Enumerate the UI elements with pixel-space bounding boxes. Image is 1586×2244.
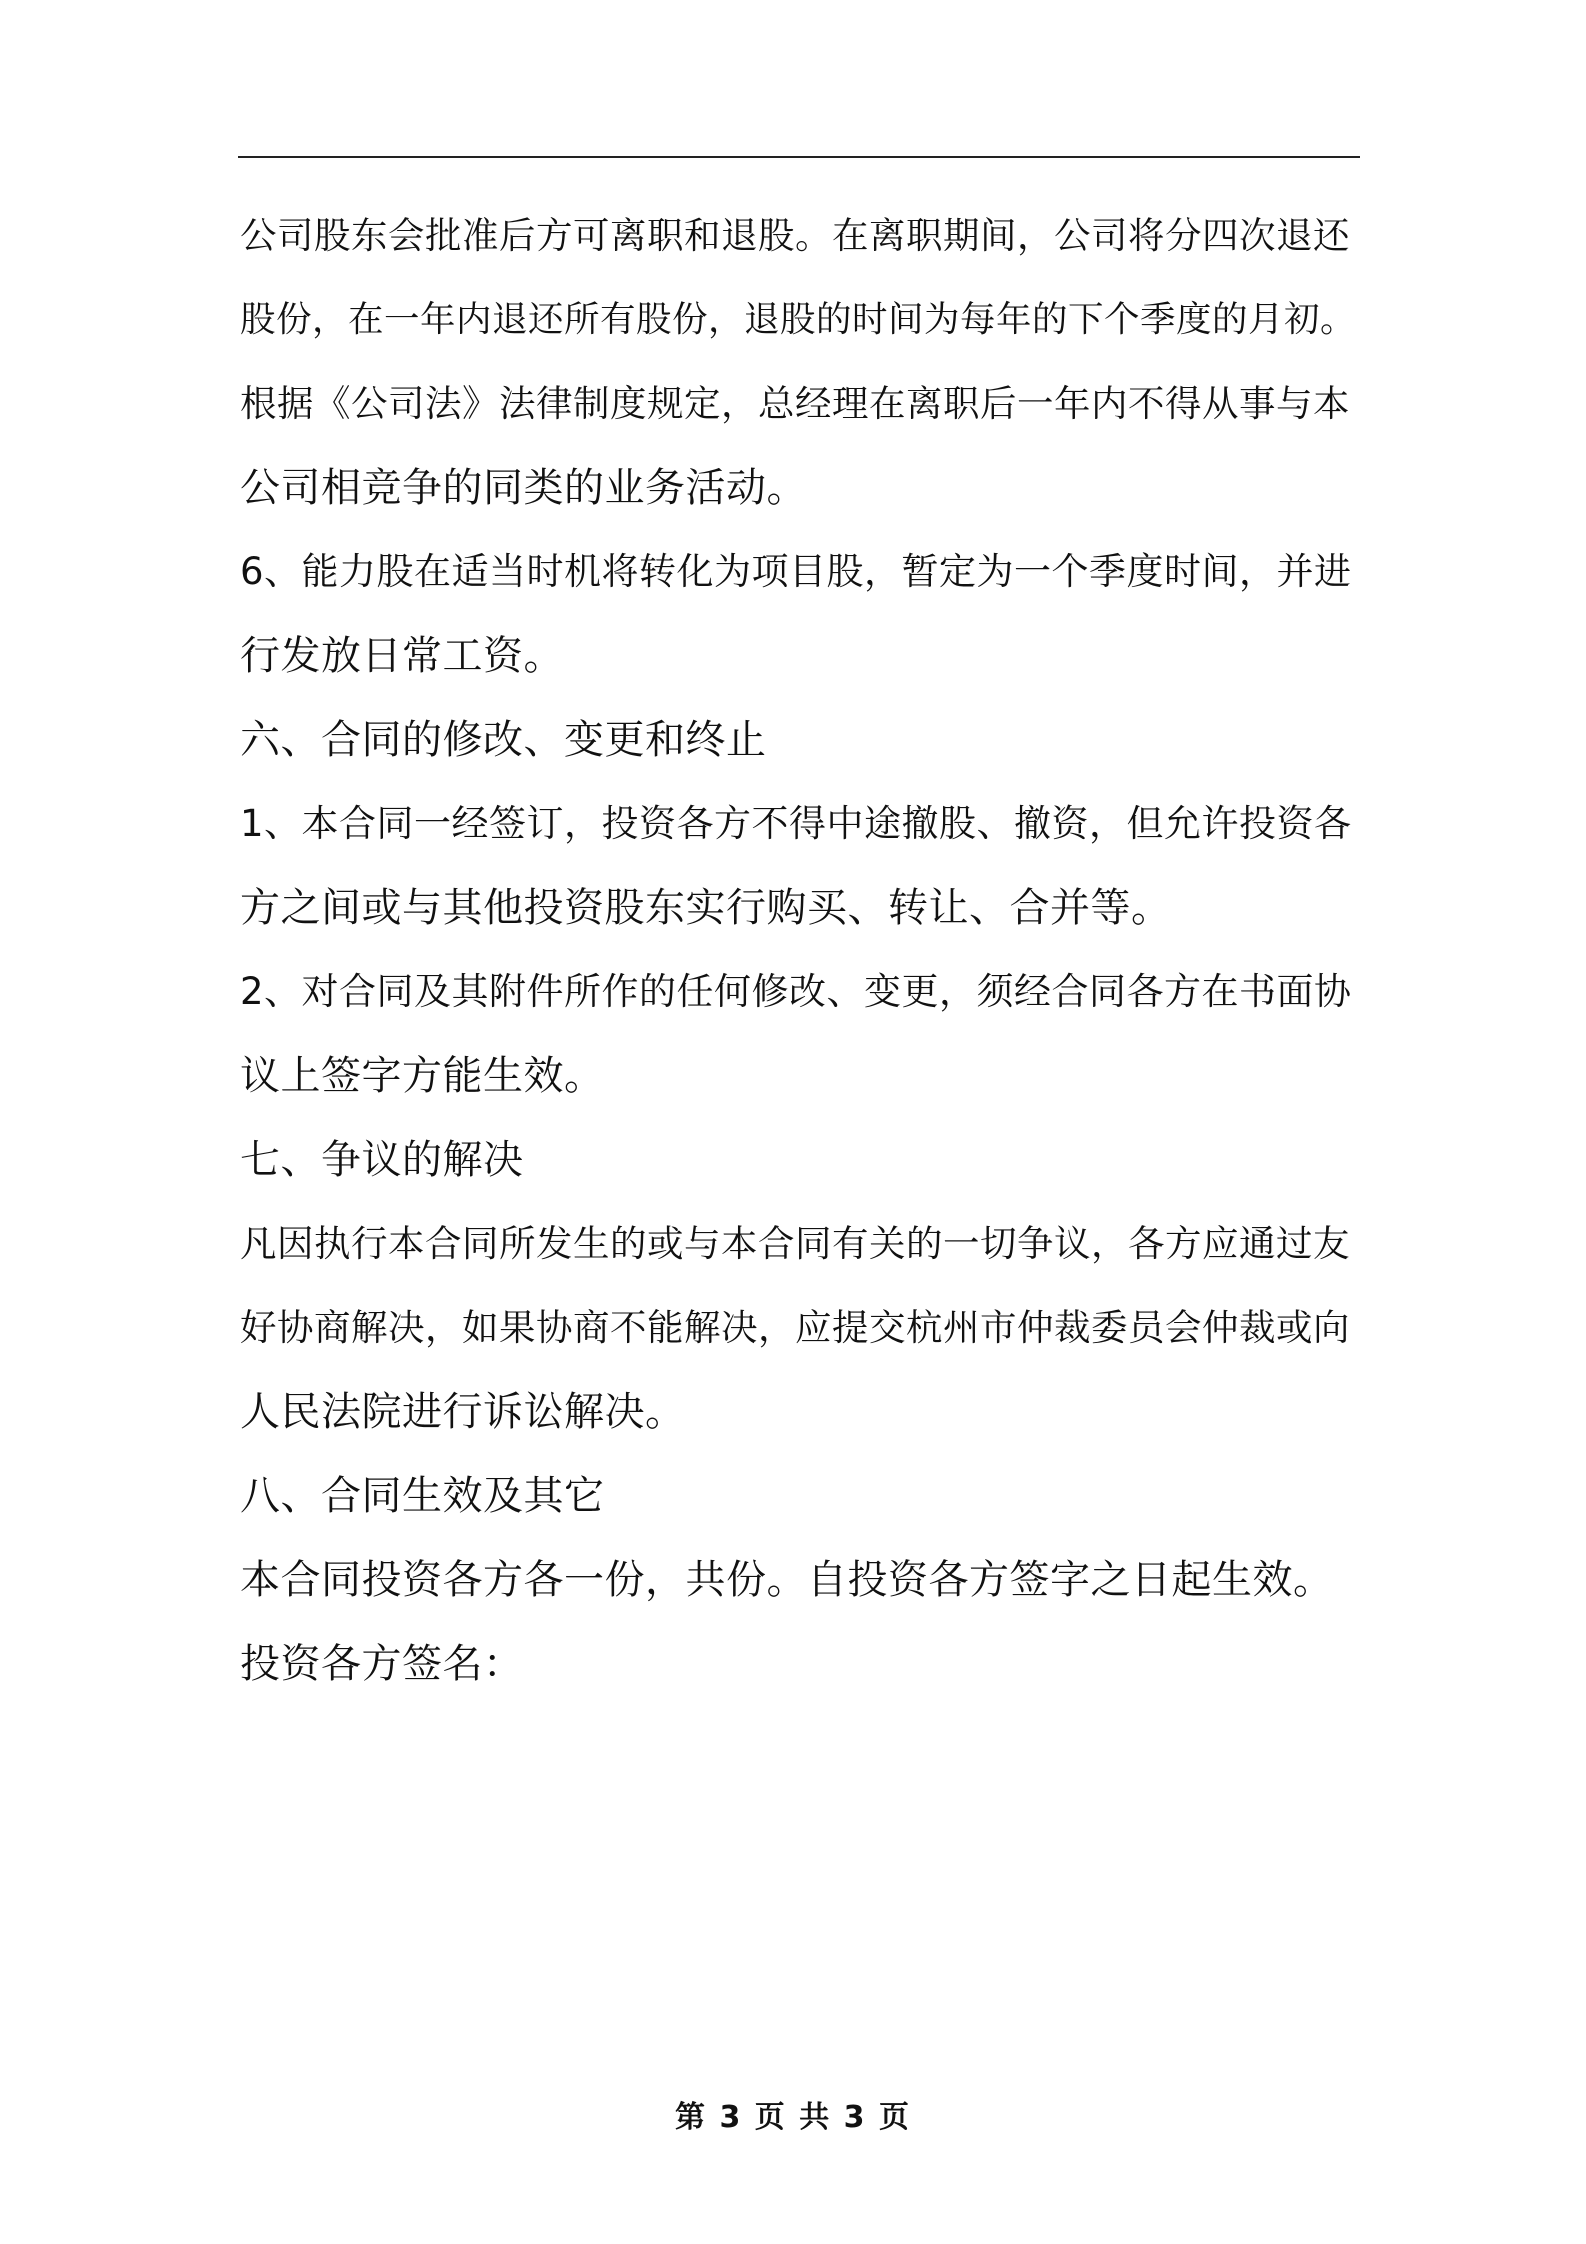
section-heading: 八、合同生效及其它 — [240, 1473, 605, 1519]
paragraph-line: 人民法院进行诉讼解决。 — [240, 1389, 686, 1435]
paragraph-line: 本合同投资各方各一份，共份。自投资各方签字之日起生效。 — [240, 1557, 1334, 1603]
paragraph-line: 凡因执行本合同所发生的或与本合同有关的一切争议，各方应通过友 — [240, 1222, 1350, 1265]
paragraph-line: 方之间或与其他投资股东实行购买、转让、合并等。 — [240, 885, 1172, 931]
paragraph-line: 议上签字方能生效。 — [240, 1053, 605, 1099]
paragraph-line: 公司相竞争的同类的业务活动。 — [240, 465, 807, 511]
paragraph-line: 公司股东会批准后方可离职和退股。在离职期间，公司将分四次退还 — [240, 214, 1350, 257]
paragraph-line: 1、本合同一经签订，投资各方不得中途撤股、撤资，但允许投资各 — [240, 802, 1352, 845]
paragraph-line: 6、能力股在适当时机将转化为项目股，暂定为一个季度时间，并进 — [240, 550, 1352, 593]
section-heading: 七、争议的解决 — [240, 1137, 524, 1183]
page-number: 第 3 页 共 3 页 — [675, 2100, 911, 2135]
header-rule — [238, 156, 1360, 158]
paragraph-line: 股份，在一年内退还所有股份，退股的时间为每年的下个季度的月初。 — [240, 299, 1357, 340]
signature-label: 投资各方签名： — [240, 1641, 524, 1687]
document-body — [240, 194, 1362, 1706]
paragraph-line: 好协商解决，如果协商不能解决，应提交杭州市仲裁委员会仲裁或向 — [240, 1306, 1350, 1349]
paragraph-line: 根据《公司法》法律制度规定，总经理在离职后一年内不得从事与本 — [240, 382, 1350, 425]
paragraph-line: 2、对合同及其附件所作的任何修改、变更，须经合同各方在书面协 — [240, 970, 1352, 1013]
section-heading: 六、合同的修改、变更和终止 — [240, 717, 767, 763]
paragraph-line: 行发放日常工资。 — [240, 633, 564, 679]
